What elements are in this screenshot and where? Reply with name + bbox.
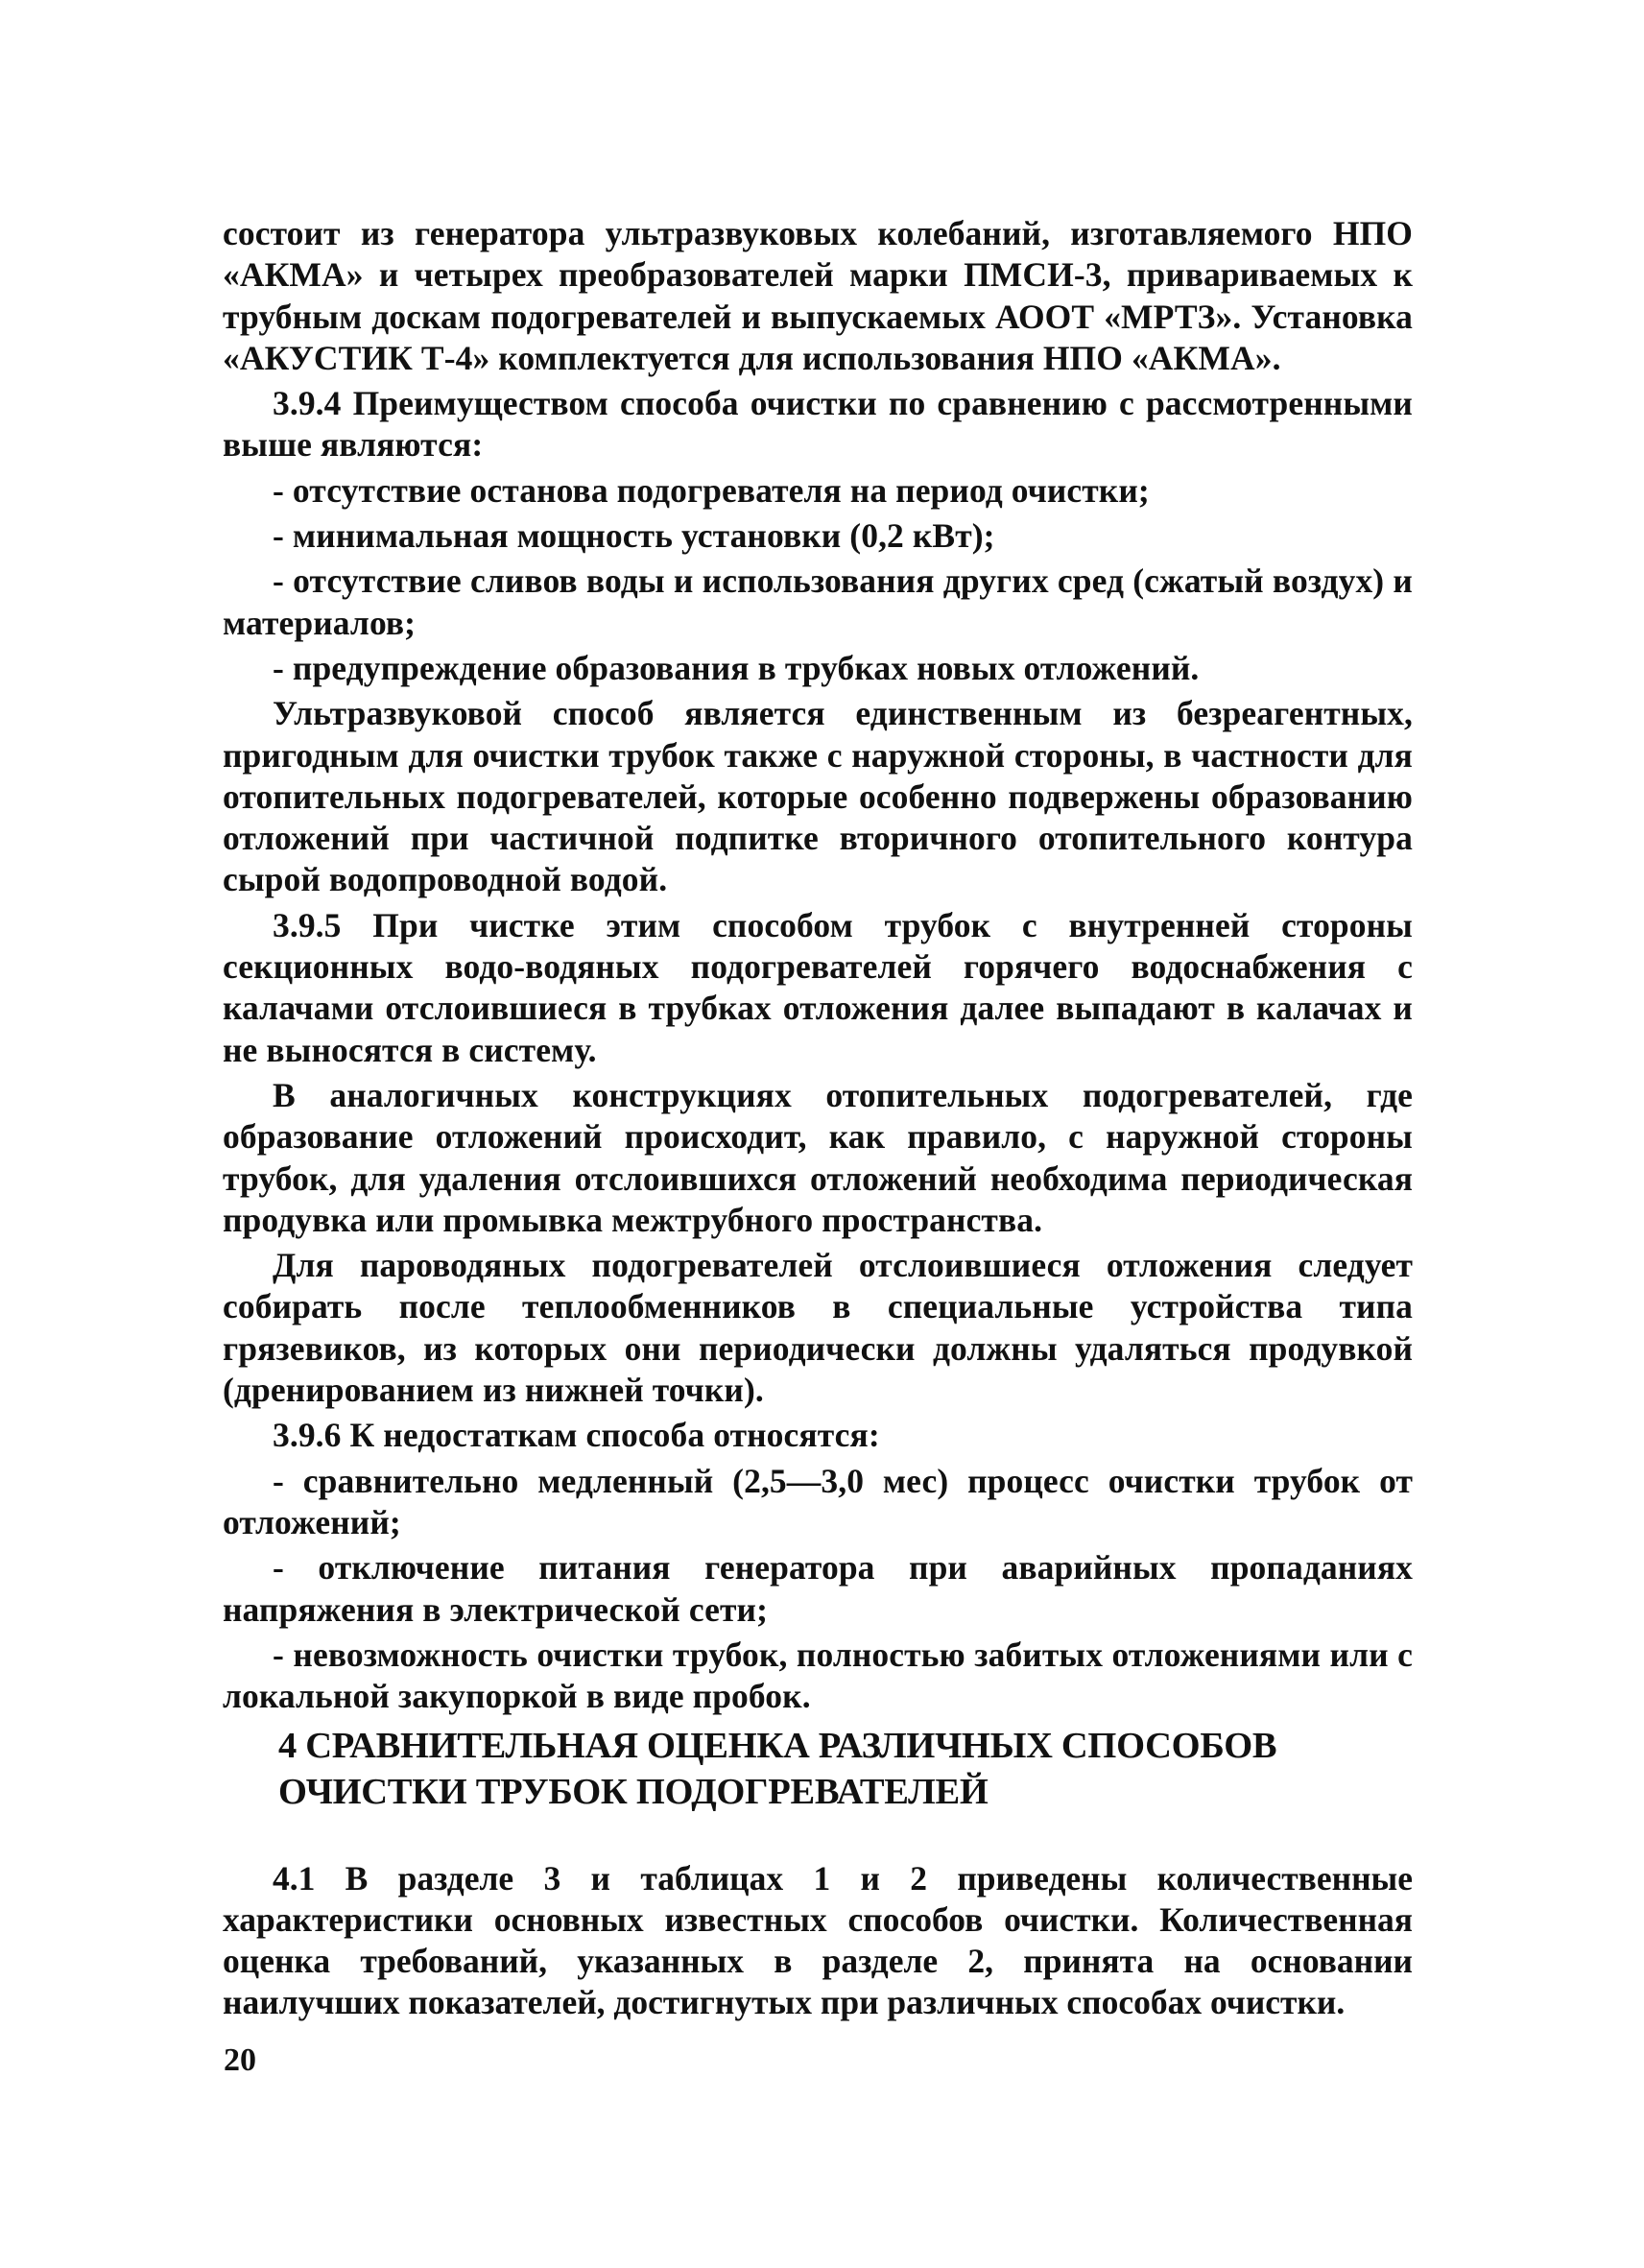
paragraph-3-9-6: 3.9.6 К недостаткам способа относятся:	[273, 1416, 880, 1455]
paragraph-3-9-5: 3.9.5 При чистке этим способом трубок с внутренней стороны секционных водо-водяных подогревателей горячего водоснабжения с калачами отслоившиеся в трубках отложения далее выпадают в калачах и не выносятся в систему.	[223, 905, 1413, 1069]
list-item: - предупреждение образования в трубках новых отложений.	[273, 648, 1200, 687]
paragraph-3-9-4: 3.9.4 Преимуществом способа очистки по сравнению с рассмотренными выше являются:	[223, 384, 1413, 465]
paragraph-ultrasonic: Ультразвуковой способ является единственным из безреагентных, пригодным для очистки трубок также с наружной стороны, в частности для отопительных подогревателей, которые особенно подвержены образованию отложений при частичной подпитке вторичного отопительного контура сырой водопроводной водой.	[223, 694, 1413, 899]
list-item: - отсутствие останова подогревателя на период очистки;	[273, 470, 1150, 510]
paragraph-steam-water: Для пароводяных подогревателей отслоившиеся отложения следует собирать после теплообменников в специальные устройства типа грязевиков, из которых они периодически должны удаляться продувкой (дренированием из нижней точки).	[223, 1246, 1413, 1410]
list-item: - отключение питания генератора при аварийных пропаданиях напряжения в электрической сети;	[223, 1548, 1413, 1629]
list-item: - сравнительно медленный (2,5—3,0 мес) процесс очистки трубок от отложений;	[223, 1461, 1413, 1541]
list-item: - невозможность очистки трубок, полностью забитых отложениями или с локальной закупоркой в виде пробок.	[223, 1635, 1413, 1716]
list-item: - минимальная мощность установки (0,2 кВт);	[273, 516, 995, 556]
section-heading-line-2: ОЧИСТКИ ТРУБОК ПОДОГРЕВАТЕЛЕЙ	[278, 1772, 989, 1812]
paragraph-4-1: 4.1 В разделе 3 и таблицах 1 и 2 приведены количественные характеристики основных известных способов очистки. Количественная оценка требований, указанных в разделе 2, принята на основании наилучших показателей, достигнутых при различных способах очистки.	[223, 1859, 1413, 2021]
paragraph-continuation: состоит из генератора ультразвуковых колебаний, изготавляемого НПО «АКМА» и четырех преобразователей марки ПМСИ-3, привариваемых к трубным доскам подогревателей и выпускаемых АООТ «МРТЗ». Установка «АКУСТИК Т-4» комплектуется для использования НПО «АКМА».	[223, 214, 1413, 377]
section-heading-line-1: 4 СРАВНИТЕЛЬНАЯ ОЦЕНКА РАЗЛИЧНЫХ СПОСОБОВ	[278, 1726, 1277, 1766]
section-4-1	[223, 1858, 1413, 2023]
body-text	[223, 213, 1413, 1717]
page-number: 20	[224, 2042, 256, 2078]
section-heading	[278, 1723, 1382, 1815]
list-item: - отсутствие сливов воды и использования других сред (сжатый воздух) и материалов;	[223, 561, 1413, 642]
paragraph-analogous: В аналогичных конструкциях отопительных подогревателей, где образование отложений происходит, как правило, с наружной стороны трубок, для удаления отслоившихся отложений необходима периодическая продувка или промывка межтрубного пространства.	[223, 1075, 1413, 1239]
